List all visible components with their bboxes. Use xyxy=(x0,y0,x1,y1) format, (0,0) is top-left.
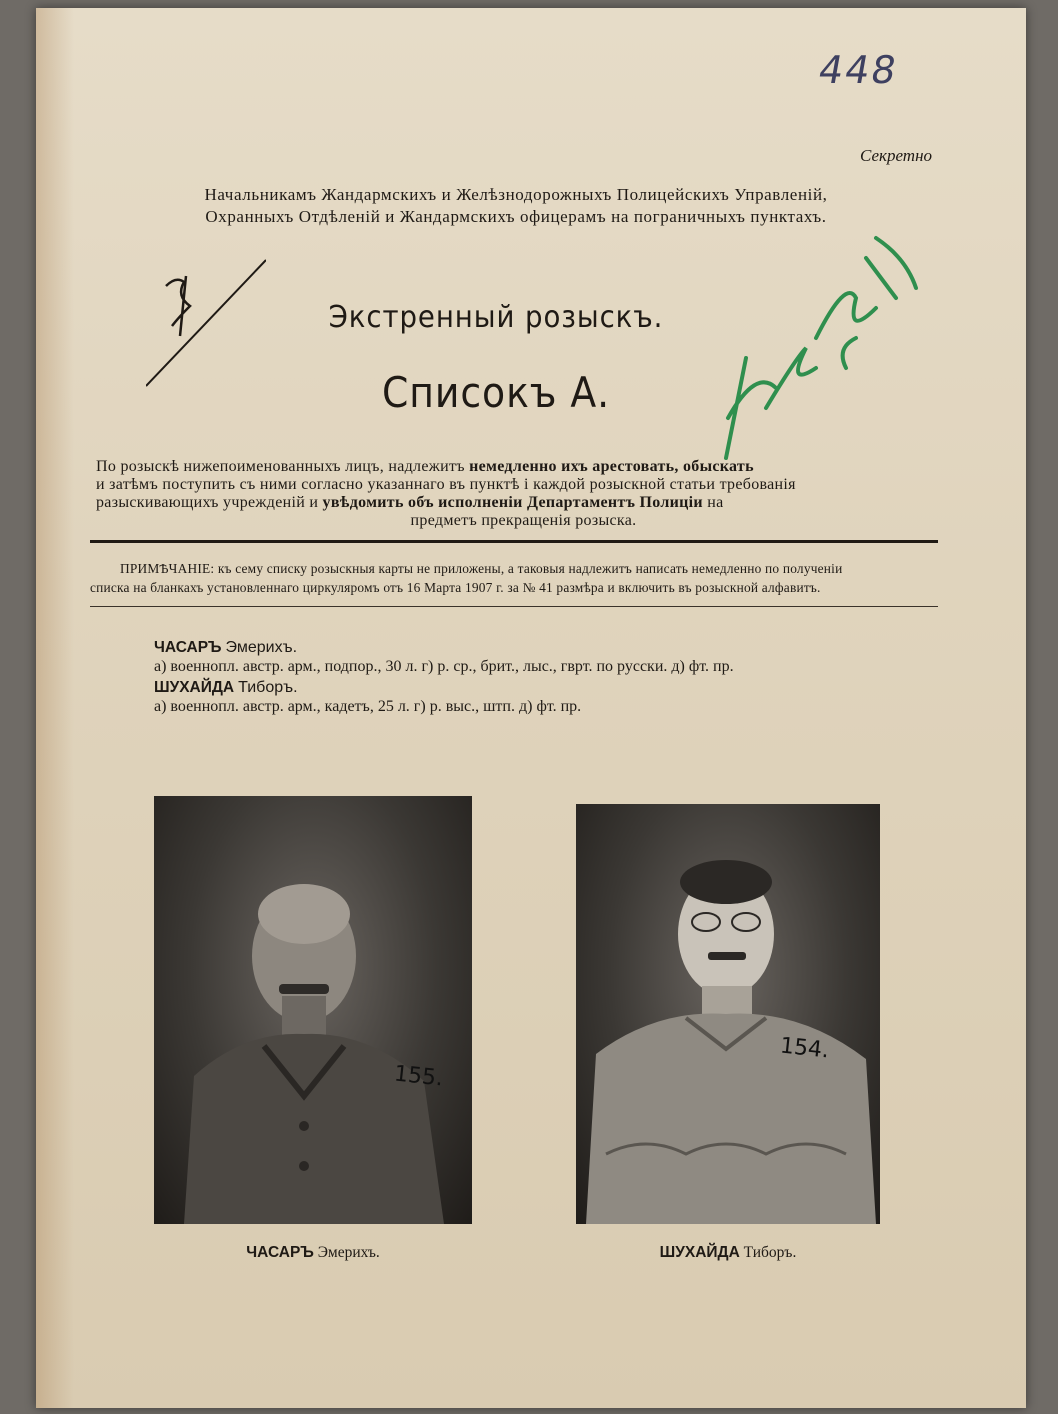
photo-1-number: 155. xyxy=(392,1061,445,1092)
photo-person-1 xyxy=(154,796,472,1224)
green-ink-annotation xyxy=(686,218,926,468)
instructions-line-2: и затѣмъ поступить съ ними согласно указаннаго въ пунктѣ і каждой розыскной статьи требованія xyxy=(96,476,796,493)
classification-mark: Секретно xyxy=(860,146,932,165)
instructions-line-4: предметъ прекращенія розыска. xyxy=(410,512,637,529)
photo-2-number: 154. xyxy=(778,1033,831,1064)
document-title: Экстренный розыскъ. xyxy=(328,300,664,335)
portrait-silhouette-1 xyxy=(154,796,472,1224)
document-sheet xyxy=(36,8,1026,1408)
portrait-silhouette-2 xyxy=(576,804,880,1224)
handwritten-folio-number: 448 xyxy=(815,48,902,92)
note-line-1: ПРИМѢЧАНІЕ: къ сему списку розыскныя карты не приложены, а таковыя надлежитъ написать немедленно по полученіи xyxy=(120,561,843,576)
person-2-name: ШУХАЙДА Тиборъ. xyxy=(154,679,298,696)
photo-person-2 xyxy=(576,804,880,1224)
instructions-paragraph xyxy=(96,458,951,530)
instructions-emphasis-arrest: немедленно ихъ арестовать, обыскать xyxy=(469,458,754,475)
note-paragraph xyxy=(90,559,960,597)
addressee-line-1: Начальникамъ Жандармскихъ и Желѣзнодорожныхъ Полицейскихъ Управленій, xyxy=(204,185,828,204)
instructions-emphasis-notify: увѣдомить объ исполненіи Департаментъ Полиціи xyxy=(322,494,703,511)
addressee-line-2: Охранныхъ Отдѣленій и Жандармскихъ офицерамъ на пограничныхъ пунктахъ. xyxy=(205,207,827,226)
photo-1-caption: ЧАСАРЪ Эмерихъ. xyxy=(246,1244,380,1261)
note-label: ПРИМѢЧАНІЕ: xyxy=(120,561,215,576)
note-line-2: списка на бланкахъ установленнаго циркуляромъ отъ 16 Марта 1907 г. за № 41 размѣра и включить въ розыскной алфавитъ. xyxy=(90,580,821,595)
photo-2-caption: ШУХАЙДА Тиборъ. xyxy=(659,1244,797,1261)
document-subtitle: Списокъ А. xyxy=(381,368,611,417)
instructions-line-3: разыскивающихъ учрежденій и увѣдомить объ исполненіи Департаментъ Полиціи на xyxy=(96,494,724,511)
person-entry-2 xyxy=(154,678,954,716)
instructions-line-1: По розыскѣ нижепоименованныхъ лицъ, надлежитъ немедленно ихъ арестовать, обыскать xyxy=(96,458,754,475)
person-1-description: а) военнопл. австр. арм., подпор., 30 л. г) р. ср., брит., лыс., гврт. по русски. д) фт. пр. xyxy=(154,658,734,675)
divider-thick xyxy=(90,540,938,543)
person-entry-1 xyxy=(154,638,954,676)
person-1-name: ЧАСАРЪ Эмерихъ. xyxy=(154,639,298,656)
divider-thin xyxy=(90,606,938,607)
person-2-description: а) военнопл. австр. арм., кадетъ, 25 л. г) р. выс., штп. д) фт. пр. xyxy=(154,698,582,715)
